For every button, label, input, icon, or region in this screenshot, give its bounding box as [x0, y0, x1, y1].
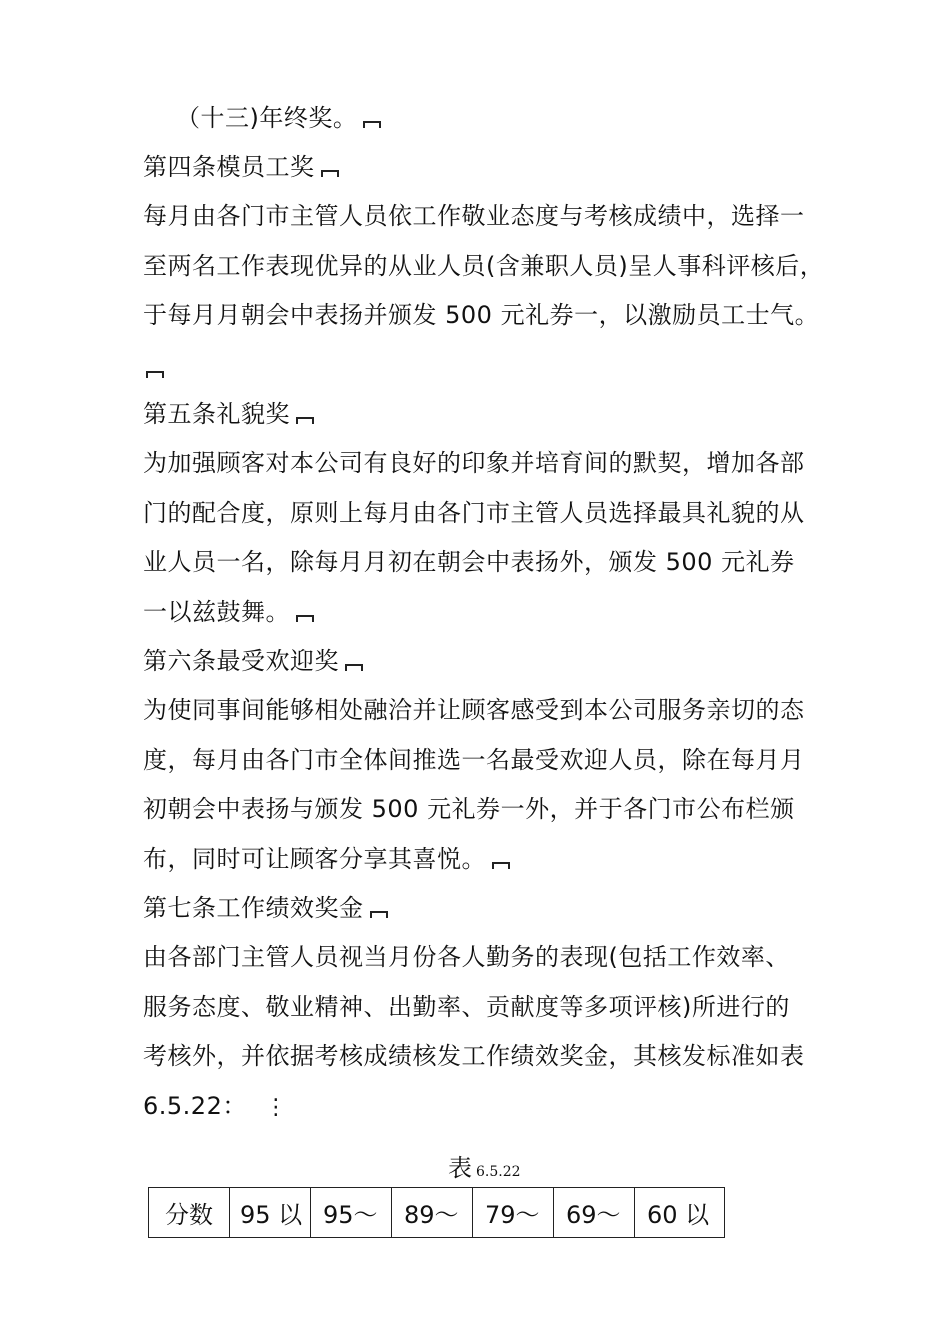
paragraph-mark-icon [144, 368, 166, 380]
line-text: 布，同时可让顾客分享其喜悦。 [143, 845, 486, 873]
paragraph-mark-icon [361, 118, 383, 130]
line-text: 第四条模员工奖 [143, 153, 315, 181]
article-6-heading [143, 645, 365, 677]
paragraph-line: 初朝会中表扬与颁发 500 元礼券一外，并于各门市公布栏颁 [143, 795, 795, 823]
table-cell: 79～ [473, 1188, 554, 1238]
table-cell: 95～ [311, 1188, 392, 1238]
paragraph-line-end [143, 596, 316, 628]
table-cell: 分数 [149, 1188, 230, 1238]
vertical-ellipsis-icon: ⋮ [264, 1095, 288, 1120]
line-text: （十三)年终奖。 [176, 104, 358, 132]
line-text: 第六条最受欢迎奖 [143, 647, 339, 675]
article-7-heading [143, 892, 390, 924]
line-text: 一以兹鼓舞。 [143, 598, 290, 626]
paragraph-line: 于每月月朝会中表扬并颁发 500 元礼券一，以激励员工士气。 [143, 301, 820, 329]
paragraph-line: 至两名工作表现优异的从业人员(含兼职人员)呈人事科评核后， [143, 252, 825, 280]
table-caption-prefix: 表 [448, 1154, 472, 1182]
article-5-heading [143, 398, 316, 430]
paragraph-mark-icon [343, 661, 365, 673]
paragraph-line: 考核外，并依据考核成绩核发工作绩效奖金，其核发标准如表 [143, 1042, 805, 1070]
paragraph-line: 服务态度、敬业精神、出勤率、贡献度等多项评核)所进行的 [143, 993, 790, 1021]
line-text: 6.5.22： [143, 1092, 247, 1120]
article-4-heading [143, 151, 341, 183]
paragraph-mark-icon [319, 167, 341, 179]
table-cell: 60 以 [635, 1188, 725, 1238]
paragraph-line: 业人员一名，除每月月初在朝会中表扬外，颁发 500 元礼券 [143, 548, 795, 576]
paragraph-line: 门的配合度，原则上每月由各门市主管人员选择最具礼貌的从 [143, 499, 805, 527]
paragraph-line: 由各部门主管人员视当月份各人勤务的表现(包括工作效率、 [143, 943, 790, 971]
table-cell: 89～ [392, 1188, 473, 1238]
line-text: 第七条工作绩效奖金 [143, 894, 364, 922]
paragraph-line: 为加强顾客对本公司有良好的印象并培育间的默契，增加各部 [143, 449, 805, 477]
paragraph-line: 度，每月由各门市全体间推选一名最受欢迎人员，除在每月月 [143, 746, 805, 774]
table-caption-number: 6.5.22 [476, 1164, 521, 1180]
paragraph-mark-icon [294, 612, 316, 624]
line-text: 第五条礼貌奖 [143, 400, 290, 428]
paragraph-mark-icon [490, 859, 512, 871]
paragraph-line-end [143, 843, 512, 875]
text-line-year-end-bonus [176, 102, 383, 134]
empty-paragraph [140, 352, 166, 384]
table-row [149, 1188, 725, 1238]
table-caption [448, 1148, 521, 1183]
table-cell: 69～ [554, 1188, 635, 1238]
paragraph-mark-icon [368, 908, 390, 920]
paragraph-mark-icon [294, 414, 316, 426]
paragraph-line-end [143, 1090, 287, 1124]
table-cell: 95 以 [230, 1188, 311, 1238]
score-table [148, 1187, 725, 1238]
paragraph-line: 为使同事间能够相处融洽并让顾客感受到本公司服务亲切的态 [143, 696, 805, 724]
paragraph-line: 每月由各门市主管人员依工作敬业态度与考核成绩中，选择一 [143, 202, 805, 230]
